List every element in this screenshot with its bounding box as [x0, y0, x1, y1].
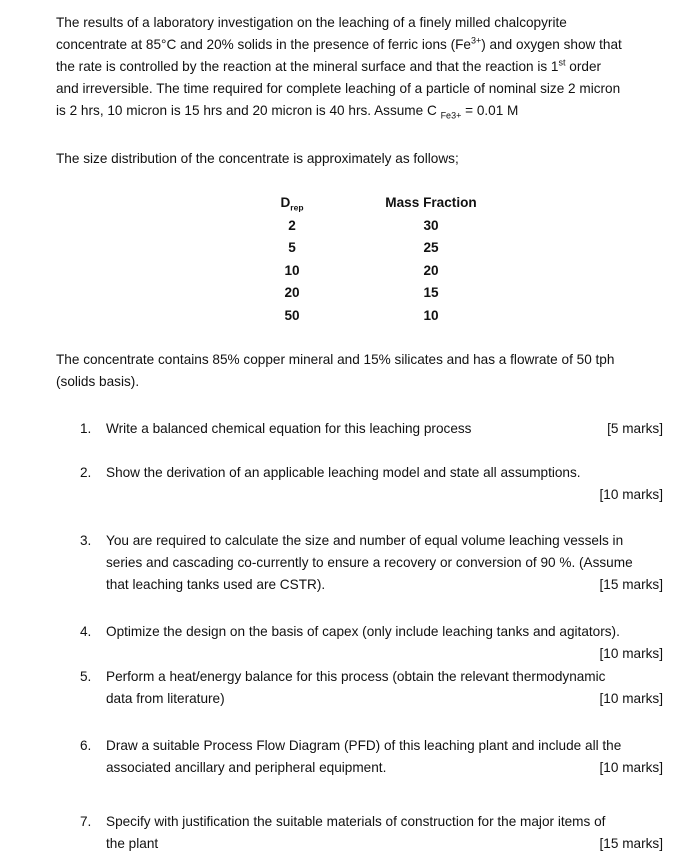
drep-column	[262, 192, 322, 327]
table-cell: 15	[423, 285, 439, 300]
concentrate-paragraph	[56, 349, 666, 393]
table-cell: 25	[423, 240, 439, 255]
intro-line: concentrate at 85°C and 20% solids in the presence of ferric ions $(Fe^{3+})$ and oxygen show that	[56, 35, 622, 52]
question-text: You are required to calculate the size and number of equal volume leaching vessels in	[106, 533, 624, 548]
table-cell: 2	[288, 217, 296, 233]
table-cell: 5	[288, 240, 296, 255]
question-text: data from literature)	[106, 691, 225, 706]
table-cell: 50	[284, 307, 300, 323]
table-cell: 20	[423, 262, 439, 278]
question-number: 7.	[80, 814, 92, 829]
intro-line: The results of a laboratory investigation on the leaching of a finely milled chalcopyrite	[56, 15, 567, 30]
question-text: Draw a suitable Process Flow Diagram (PFD) of this leaching plant and include all the	[106, 738, 622, 753]
intro-paragraph	[56, 12, 666, 122]
marks-label: [10 marks]	[599, 760, 663, 775]
question-text: associated ancillary and peripheral equipment.	[106, 760, 387, 775]
question-text: Specify with justification the suitable materials of construction for the major items of	[106, 814, 606, 829]
question-number: 4.	[80, 624, 92, 639]
concentrate-line: (solids basis).	[56, 374, 140, 389]
question-number: 2.	[80, 465, 92, 480]
question-text: the plant	[106, 836, 159, 851]
mass-fraction-column	[376, 192, 486, 327]
question-number: 5.	[80, 669, 92, 684]
question-text: Show the derivation of an applicable leaching model and state all assumptions.	[106, 465, 581, 480]
table-cell: 10	[423, 307, 439, 323]
table-cell: 20	[284, 285, 300, 300]
table-cell: 30	[423, 217, 439, 233]
marks-label: [10 marks]	[599, 487, 663, 502]
question-number: 1.	[80, 421, 92, 436]
question-text: Perform a heat/energy balance for this process (obtain the relevant thermodynamic	[106, 669, 606, 684]
intro-line: is 2 hrs, 10 micron is 15 hrs and 20 micron is 40 hrs. Assume C $_{Fe3+}$ = 0.01 M	[56, 103, 519, 121]
marks-label: [5 marks]	[607, 421, 663, 436]
marks-label: [10 marks]	[599, 646, 663, 661]
intro-line: the rate is controlled by the reaction at the mineral surface and that the reaction is 1st order	[56, 57, 602, 74]
question-text: Write a balanced chemical equation for this leaching process	[106, 421, 472, 436]
question-text: Optimize the design on the basis of capex (only include leaching tanks and agitators).	[106, 624, 620, 639]
marks-label: [10 marks]	[599, 691, 663, 706]
mass-fraction-header: Mass Fraction	[385, 195, 477, 210]
size-distribution-intro: The size distribution of the concentrate is approximately as follows;	[56, 151, 459, 166]
question-number: 6.	[80, 738, 92, 753]
intro-line: and irreversible. The time required for complete leaching of a particle of nominal size 2 micron	[56, 81, 621, 96]
concentrate-line: The concentrate contains 85% copper mineral and 15% silicates and has a flowrate of 50 tph	[56, 352, 615, 367]
question-number: 3.	[80, 533, 92, 548]
marks-label: [15 marks]	[599, 836, 663, 851]
question-text: that leaching tanks used are CSTR).	[106, 577, 326, 592]
table-cell: 10	[284, 262, 300, 278]
marks-label: [15 marks]	[599, 577, 663, 592]
question-text: series and cascading co-currently to ensure a recovery or conversion of 90 %. (Assume	[106, 555, 633, 570]
drep-header: $D_{rep}$	[280, 195, 304, 213]
